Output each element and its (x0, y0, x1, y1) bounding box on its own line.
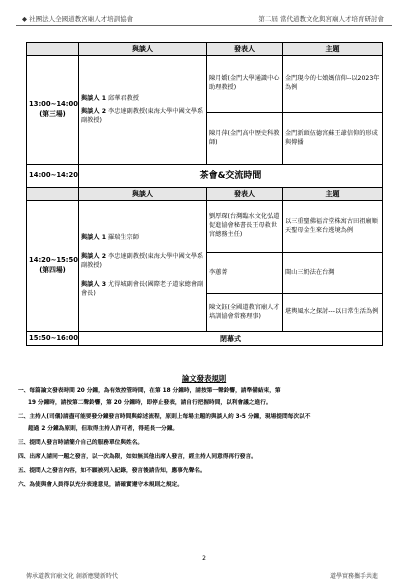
diamond-icon: ◆ (22, 15, 27, 23)
host-item: 與談人 1 邱華君教授 (81, 94, 139, 102)
host-item: 與談人 1 羅瑞生宗師 (81, 233, 139, 241)
speaker-cell: 劉厚琛(台灣臨水文化弘道促進協會秘書長王母救世宮總務主任) (207, 201, 283, 253)
speaker-header: 發表人 (207, 188, 283, 201)
closing-label: 閉幕式 (79, 332, 383, 346)
table-header-row (27, 188, 383, 201)
rule-item: 一、每篇論文發表時間 20 分鐘，為有效控管時間，在第 18 分鐘時，請按第一聲鈴響，請準備結束，第 (18, 388, 281, 394)
topic-cell: 金門新頭伍德宮蘇王爺信仰的形成與傳播 (283, 113, 383, 165)
time-header (27, 43, 79, 56)
rule-item: 二、主持人(司儀)請盡可能要發分鐘發言時間與綜述流程，原則上每場主題的與談人約 3-5 分鐘，現場提問每次以不 (18, 414, 311, 420)
session4-hosts (79, 201, 207, 332)
rule-item: 四、出席人請同一題之發言，以一次為限，如如無其他出席人發言，經主持人同意得再行發言。 (18, 454, 257, 460)
footer-right: 道學實務攜手共進 (329, 573, 378, 580)
header-right: 第二屆 當代道教文化與宮廟人才培育研討會 (258, 15, 384, 23)
topic-header: 主題 (283, 188, 383, 201)
time-header (27, 188, 79, 201)
topic-cell: 金門現今的七娘媽信仰--以2023年為例 (283, 56, 383, 113)
topic-header: 主題 (283, 43, 383, 56)
rule-item: 六、為使與會人員得以充分表達意見，請確實遵守本規則之規定。 (18, 482, 183, 488)
break-row (27, 165, 383, 188)
table-row (27, 201, 383, 253)
rules-title: 論文發表規則 (181, 374, 227, 383)
speaker-cell: 李蕙菁 (207, 253, 283, 294)
speaker-cell: 陳月萍(金門高中歷史科教師) (207, 113, 283, 165)
break-time: 14:00~14:20 (27, 165, 79, 188)
host-item: 與談人 2 李忠達副教授(東海大學中國文學系副教授) (81, 252, 204, 269)
header-left: ◆ 社團法人全國道教宮廟人才培訓協會 (22, 15, 134, 23)
break-label: 茶會&交流時間 (79, 165, 383, 188)
speaker-cell: 陳文鈺(全國道教宮廟人才培訓協會常務理事) (207, 294, 283, 332)
session3-hosts (79, 56, 207, 165)
rule-item: 三、提問人發言時請簡介自己的服務單位與姓名。 (18, 440, 144, 446)
host-item: 與談人 3 尤得城副會長(國際老子道家總會副會長) (81, 280, 204, 297)
topic-cell: 堪輿風水之探討---以日常生活為例 (283, 294, 383, 332)
host-item: 與談人 2 李忠達副教授(東海大學中國文學系副教授) (81, 107, 204, 124)
session3-time: 13:00~14:00 (第三場) (27, 56, 79, 165)
rule-item: 超過 2 分鐘為原則，但取得主持人許可者，得延長一分鐘。 (28, 426, 179, 432)
page-number: 2 (202, 555, 206, 562)
closing-row (27, 332, 383, 346)
topic-cell: 閩山三奶法在台灣 (283, 253, 383, 294)
rule-item: 19 分鐘時，請按第二聲鈴響，第 20 分鐘時，即停止發表，請自行把握時間，以利會議之進行。 (28, 400, 272, 406)
speaker-cell: 陳月嬌(金門大學通識中心助理教授) (207, 56, 283, 113)
schedule-table (26, 42, 383, 346)
speaker-header: 發表人 (207, 43, 283, 56)
rule-item: 五、提問人之發言內容，如不願被列入紀錄，發言後請告知，應事先聲名。 (18, 468, 206, 474)
closing-time: 15:50~16:00 (27, 332, 79, 346)
table-header-row (27, 43, 383, 56)
session4-time: 14:20~15:50 (第四場) (27, 201, 79, 332)
table-row (27, 56, 383, 113)
host-header: 與談人 (79, 43, 207, 56)
topic-cell: 以三重聖佛福音堂株寓古田祖廟順天聖母金生來台遶境為例 (283, 201, 383, 253)
host-header: 與談人 (79, 188, 207, 201)
header-divider (16, 25, 392, 26)
footer-left: 傳承道教宮廟文化 創新應變新時代 (26, 573, 118, 580)
